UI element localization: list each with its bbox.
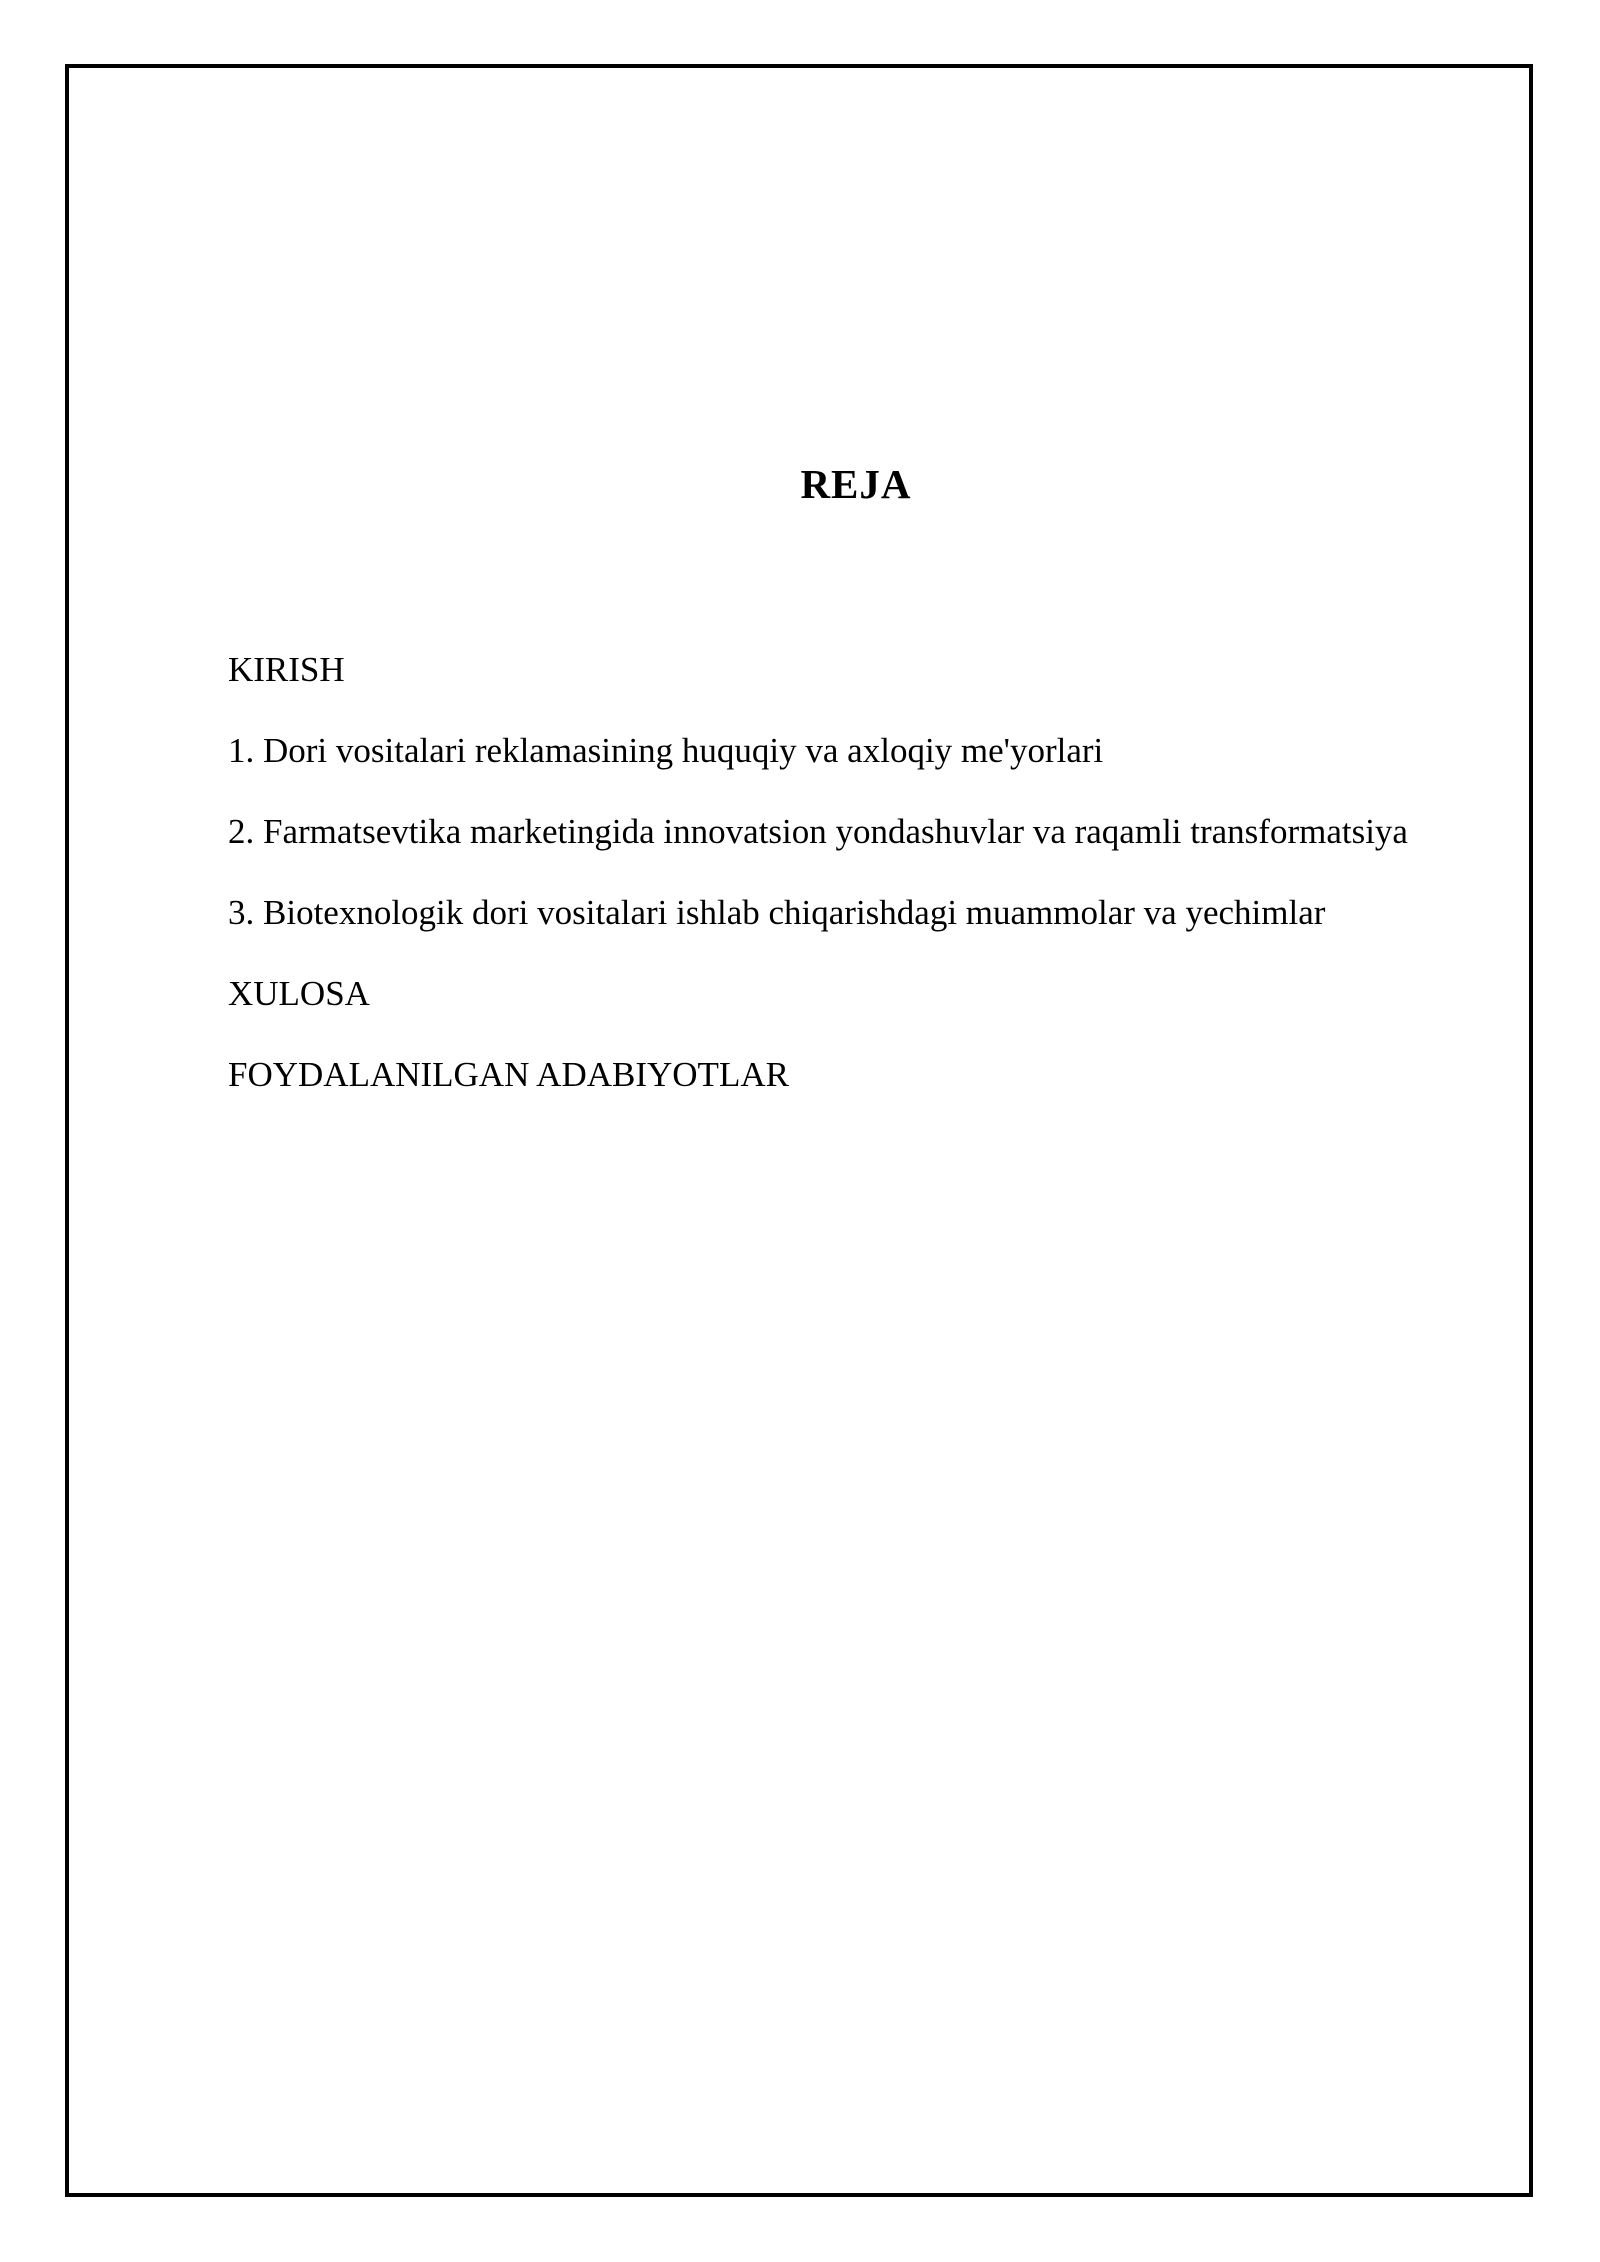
toc-item-conclusion: XULOSA xyxy=(228,974,370,1013)
toc-item-references: FOYDALANILGAN ADABIYOTLAR xyxy=(228,1055,789,1094)
toc-item-chapter-2: 2. Farmatsevtika marketingida innovatsion yondashuvlar va raqamli transformatsiya xyxy=(228,812,1408,851)
page-title: REJA xyxy=(800,461,912,507)
toc-item-chapter-3: 3. Biotexnologik dori vositalari ishlab chiqarishdagi muammolar va yechimlar xyxy=(228,893,1326,932)
toc-item-chapter-1: 1. Dori vositalari reklamasining huquqiy va axloqiy me'yorlari xyxy=(228,731,1104,770)
page-border xyxy=(65,64,1533,2197)
toc-item-introduction: KIRISH xyxy=(228,650,345,689)
table-of-contents xyxy=(228,638,1428,1124)
